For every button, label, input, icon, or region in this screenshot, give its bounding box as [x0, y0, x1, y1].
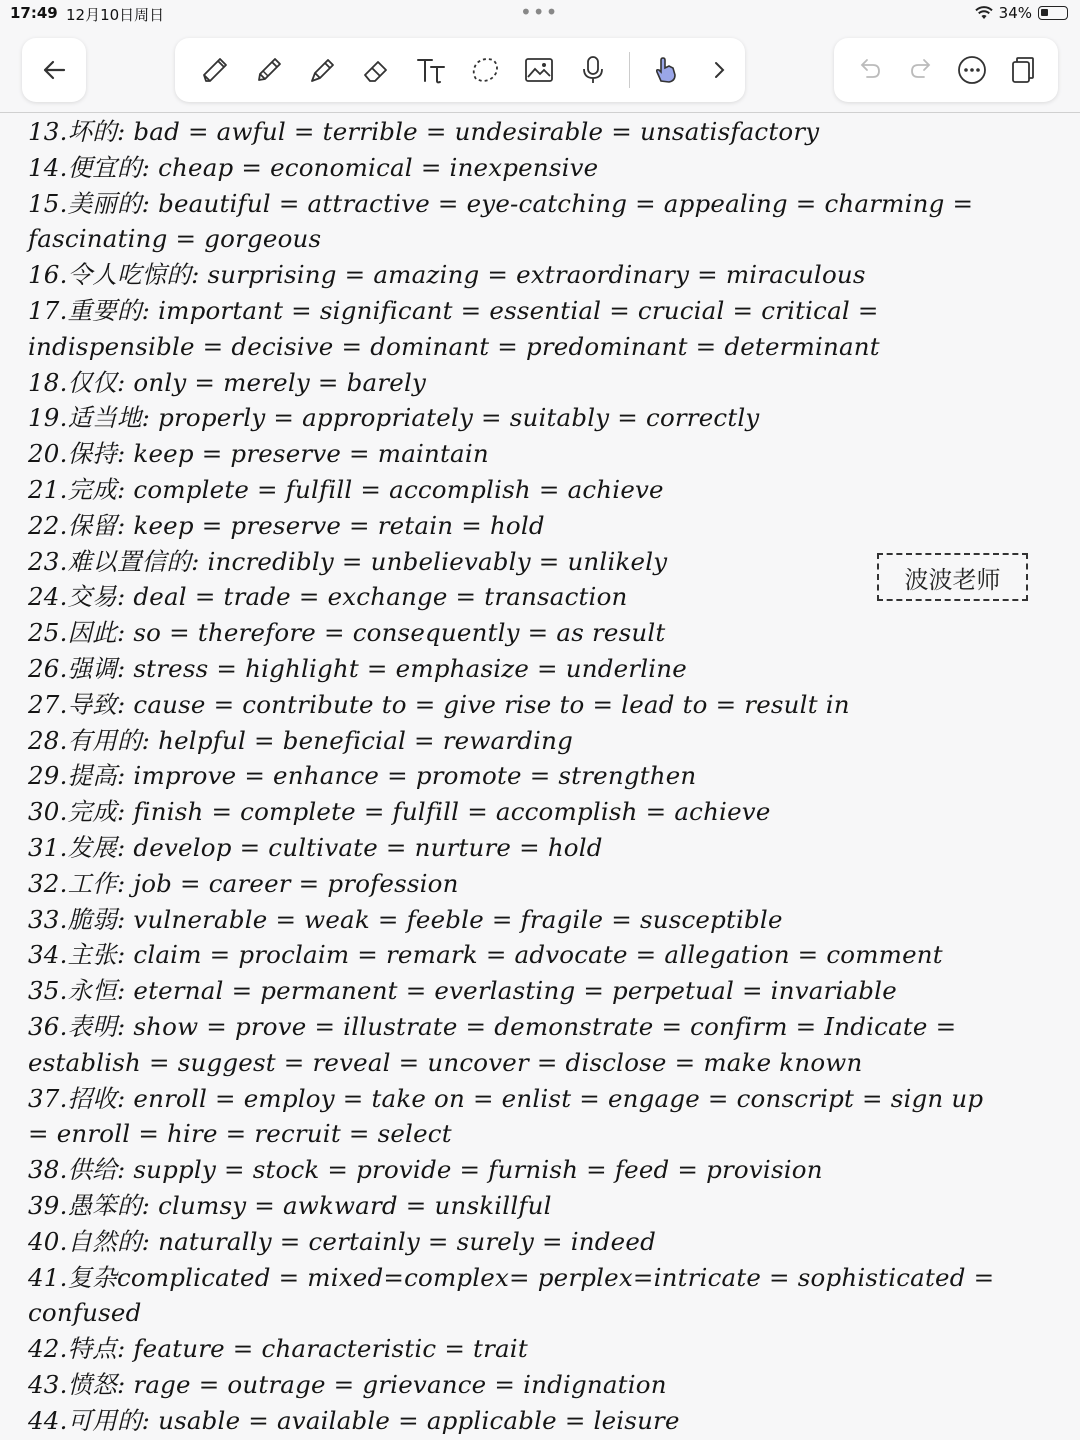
lasso-tool-button[interactable]: [463, 48, 507, 92]
note-line: 20.保持: keep = preserve = maintain: [28, 439, 489, 469]
note-line: 26.强调: stress = highlight = emphasize = underline: [28, 653, 687, 683]
note-line: 31.发展: develop = cultivate = nurture = hold: [28, 832, 603, 862]
pages-icon: [1006, 53, 1040, 87]
chevron-right-icon: [703, 53, 737, 87]
note-line: confused: [28, 1298, 142, 1328]
note-line: 30.完成: finish = complete = fulfill = accomplish = achieve: [28, 797, 771, 827]
note-line: = enroll = hire = recruit = select: [28, 1119, 452, 1149]
note-line: 29.提高: improve = enhance = promote = strengthen: [28, 761, 697, 791]
note-line: establish = suggest = reveal = uncover = disclose = make known: [28, 1047, 863, 1077]
arrow-left-icon: [40, 56, 68, 84]
status-right: [975, 4, 1068, 22]
note-line: 44.可用的: usable = available = applicable = leisure: [28, 1405, 680, 1435]
pencil-tool-button[interactable]: [247, 48, 291, 92]
text-tool-button[interactable]: [409, 48, 453, 92]
note-line: 41.复杂complicated = mixed=complex= perplex=intricate = sophisticated =: [28, 1262, 995, 1292]
pen-tool-button[interactable]: [193, 48, 237, 92]
undo-icon: [853, 53, 887, 87]
note-line: 37.招收: enroll = employ = take on = enlist = engage = conscript = sign up: [28, 1083, 984, 1113]
eraser-icon: [360, 53, 394, 87]
note-line: 33.脆弱: vulnerable = weak = feeble = fragile = susceptible: [28, 904, 783, 934]
note-line: 28.有用的: helpful = beneficial = rewarding: [28, 725, 574, 755]
back-button[interactable]: [22, 38, 86, 102]
author-stamp: 波波老师: [877, 553, 1028, 601]
note-line: 15.美丽的: beautiful = attractive = eye-catching = appealing = charming =: [28, 188, 974, 218]
microphone-icon: [576, 53, 610, 87]
note-line: 42.特点: feature = characteristic = trait: [28, 1334, 528, 1364]
more-icon: [955, 53, 989, 87]
image-tool-button[interactable]: [517, 48, 561, 92]
note-line: 40.自然的: naturally = certainly = surely = indeed: [28, 1226, 656, 1256]
highlighter-icon: [306, 53, 340, 87]
pen-icon: [198, 53, 232, 87]
note-line: 25.因此: so = therefore = consequently = as result: [28, 618, 666, 648]
toolbar-divider: [0, 112, 1080, 113]
undo-button[interactable]: [848, 48, 892, 92]
pencil-icon: [252, 53, 286, 87]
drawing-toolbar: [175, 38, 745, 102]
action-toolbar: [834, 38, 1058, 102]
note-line: 16.令人吃惊的: surprising = amazing = extraordinary = miraculous: [28, 260, 866, 290]
status-date: 12月10日周日: [66, 6, 165, 24]
redo-icon: [904, 53, 938, 87]
note-line: 34.主张: claim = proclaim = remark = advocate = allegation = comment: [28, 940, 943, 970]
microphone-tool-button[interactable]: [571, 48, 615, 92]
note-line: 39.愚笨的: clumsy = awkward = unskillful: [28, 1190, 552, 1220]
battery-icon: [1038, 6, 1068, 20]
more-options-button[interactable]: [950, 48, 994, 92]
note-line: 14.便宜的: cheap = economical = inexpensive: [28, 152, 599, 182]
toolbar-separator: [629, 52, 630, 88]
note-line: 19.适当地: properly = appropriately = suitably = correctly: [28, 403, 760, 433]
note-line: 38.供给: supply = stock = provide = furnish = feed = provision: [28, 1155, 823, 1185]
highlighter-tool-button[interactable]: [301, 48, 345, 92]
pages-button[interactable]: [1001, 48, 1045, 92]
wifi-icon: [975, 6, 993, 20]
note-line: indispensible = decisive = dominant = predominant = determinant: [28, 331, 880, 361]
note-line: 32.工作: job = career = profession: [28, 868, 459, 898]
note-line: 36.表明: show = prove = illustrate = demonstrate = confirm = Indicate =: [28, 1011, 957, 1041]
note-line: 27.导致: cause = contribute to = give rise to = lead to = result in: [28, 689, 850, 719]
note-line: 21.完成: complete = fulfill = accomplish = achieve: [28, 474, 664, 504]
image-icon: [522, 53, 556, 87]
lasso-icon: [468, 53, 502, 87]
status-time: 17:49: [10, 4, 58, 22]
battery-percent: 34%: [998, 4, 1032, 22]
touch-hand-icon: [649, 53, 683, 87]
note-line: 35.永恒: eternal = permanent = everlasting = perpetual = invariable: [28, 976, 897, 1006]
multitasking-dots[interactable]: •••: [520, 0, 559, 24]
touch-mode-button[interactable]: [644, 48, 688, 92]
battery-fill: [1041, 9, 1048, 16]
status-bar: [0, 0, 1080, 28]
note-line: fascinating = gorgeous: [28, 224, 322, 254]
more-tools-button[interactable]: [698, 48, 742, 92]
redo-button[interactable]: [899, 48, 943, 92]
note-line: 23.难以置信的: incredibly = unbelievably = unlikely: [28, 546, 668, 576]
note-line: 18.仅仅: only = merely = barely: [28, 367, 427, 397]
note-line: 13.坏的: bad = awful = terrible = undesirable = unsatisfactory: [28, 117, 820, 146]
note-line: 22.保留: keep = preserve = retain = hold: [28, 510, 545, 540]
note-line: 43.愤怒: rage = outrage = grievance = indignation: [28, 1369, 667, 1399]
note-page[interactable]: [28, 114, 1058, 1438]
note-line: 24.交易: deal = trade = exchange = transaction: [28, 582, 628, 612]
note-line: 17.重要的: important = significant = essential = crucial = critical =: [28, 295, 879, 325]
eraser-tool-button[interactable]: [355, 48, 399, 92]
text-tool-icon: [414, 53, 448, 87]
